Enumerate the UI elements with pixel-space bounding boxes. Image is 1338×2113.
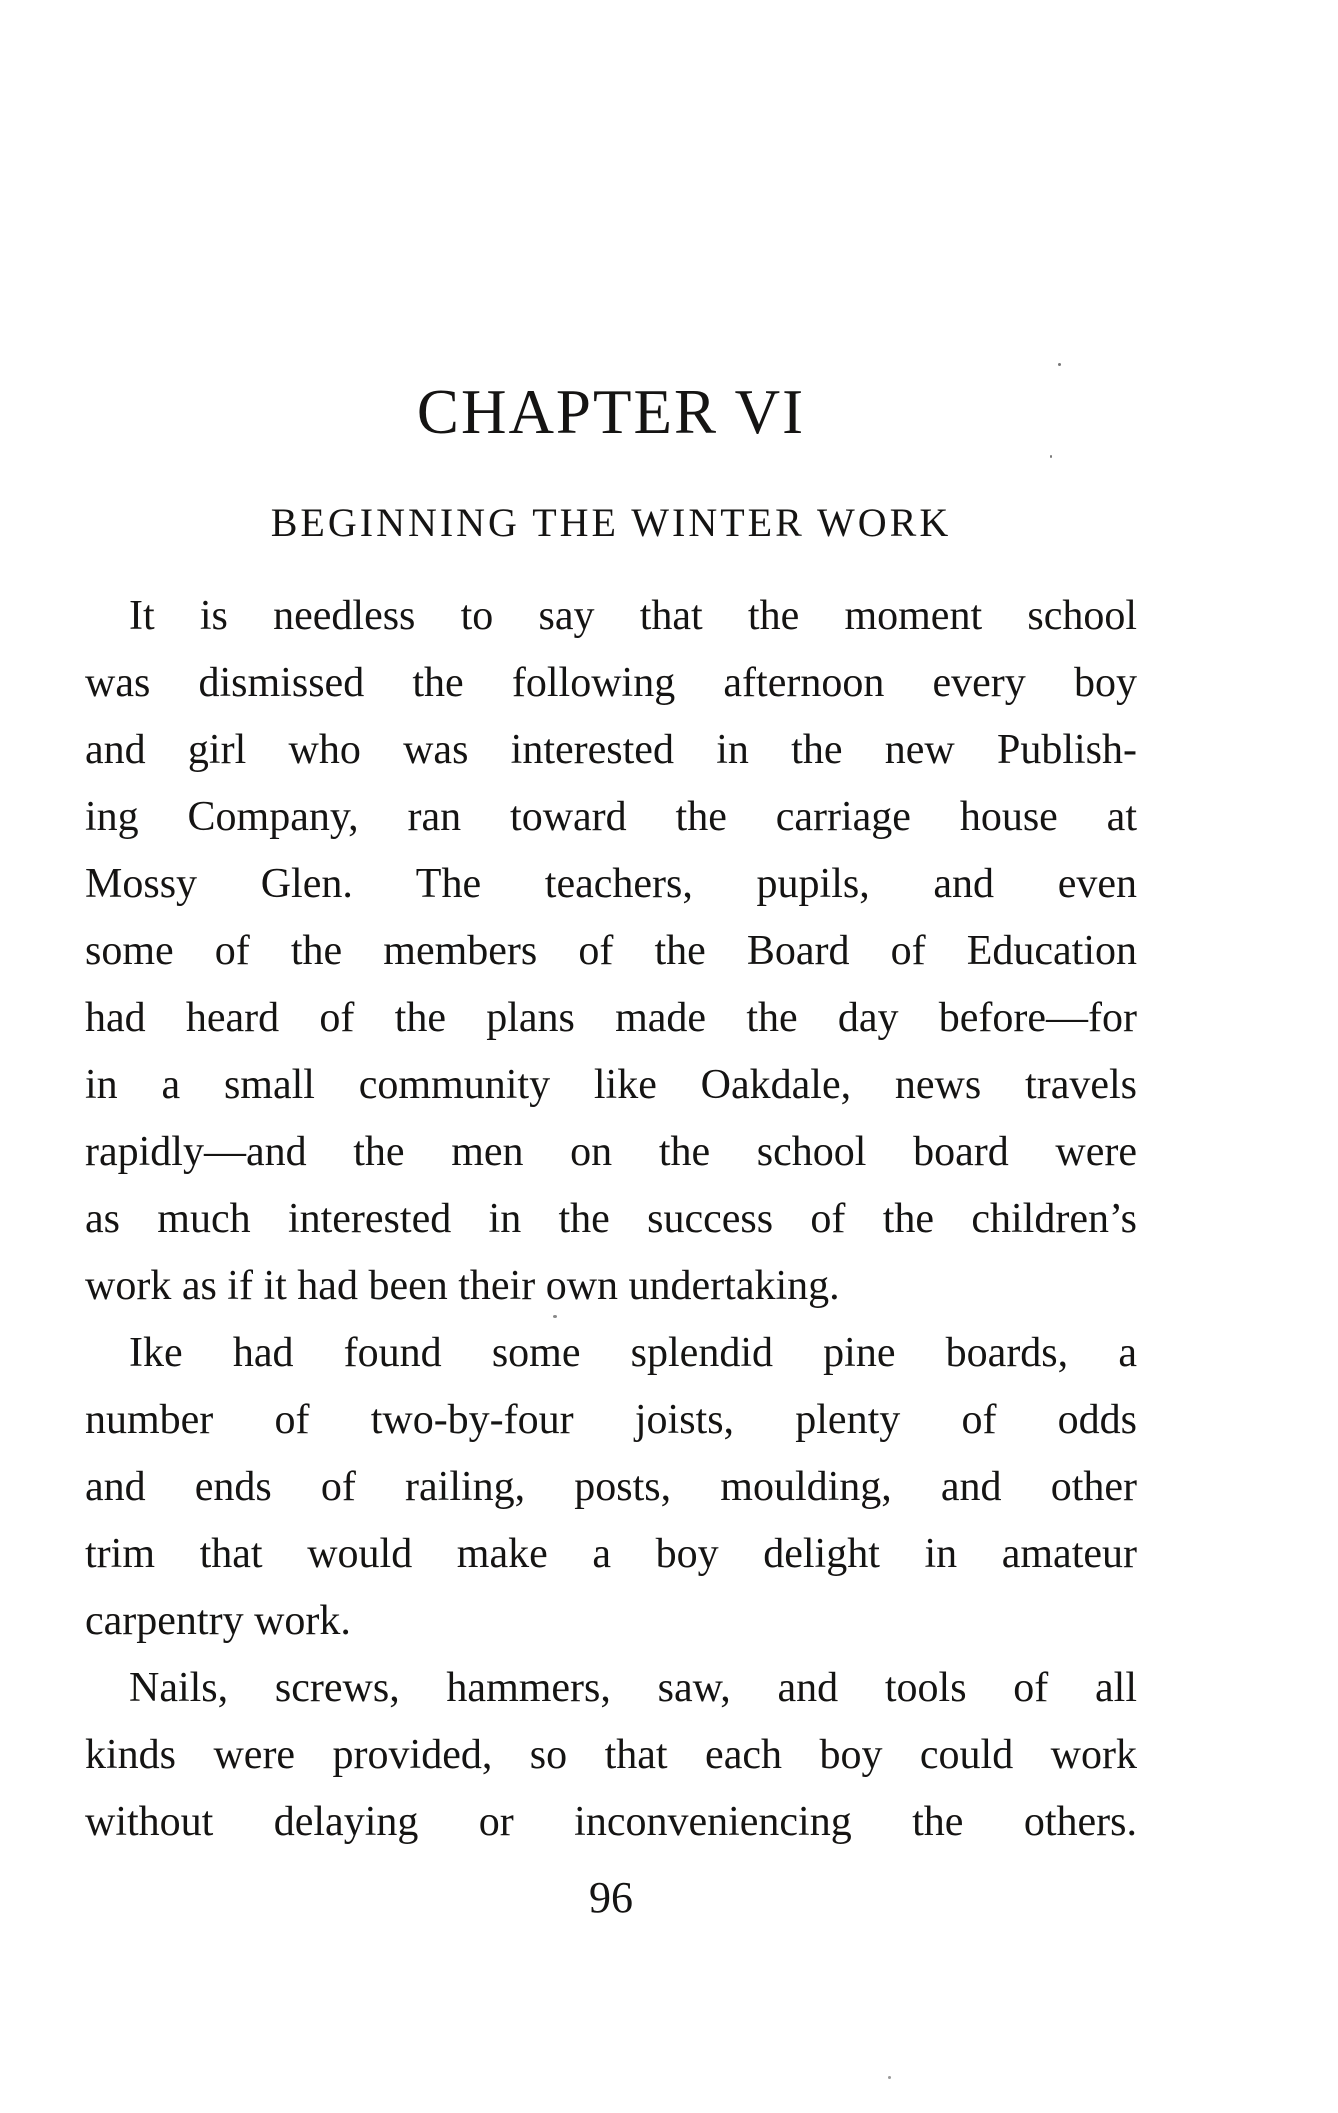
text-line: Mossy Glen. The teachers, pupils, and even bbox=[85, 861, 1137, 907]
text-line: without delaying or inconveniencing the others. bbox=[85, 1799, 1137, 1845]
text-line: number of two-by-four joists, plenty of odds bbox=[85, 1397, 1137, 1443]
text-line: and girl who was interested in the new Publish- bbox=[85, 727, 1137, 773]
paragraph-1 bbox=[85, 583, 1137, 1320]
text-line: carpentry work. bbox=[85, 1598, 351, 1644]
text-line: rapidly—and the men on the school board were bbox=[85, 1129, 1137, 1175]
text-line: Ike had found some splendid pine boards, a bbox=[129, 1330, 1137, 1376]
page-number: 96 bbox=[589, 1873, 633, 1922]
text-line: ing Company, ran toward the carriage house at bbox=[85, 794, 1137, 840]
text-line: as much interested in the success of the children’s bbox=[85, 1196, 1137, 1242]
paragraph-2 bbox=[85, 1320, 1137, 1655]
chapter-title: CHAPTER VI bbox=[416, 377, 806, 447]
text-line: It is needless to say that the moment school bbox=[129, 593, 1137, 639]
scan-speck bbox=[1050, 455, 1052, 458]
body-text bbox=[85, 583, 1137, 1856]
text-line: kinds were provided, so that each boy could work bbox=[85, 1732, 1137, 1778]
paragraph-3 bbox=[85, 1655, 1137, 1856]
text-line: Nails, screws, hammers, saw, and tools of all bbox=[129, 1665, 1137, 1711]
scan-speck bbox=[1058, 363, 1061, 366]
scan-speck bbox=[553, 1315, 557, 1318]
text-line: and ends of railing, posts, moulding, and other bbox=[85, 1464, 1137, 1510]
text-line: in a small community like Oakdale, news travels bbox=[85, 1062, 1137, 1108]
text-line: trim that would make a boy delight in amateur bbox=[85, 1531, 1137, 1577]
text-line: had heard of the plans made the day before—for bbox=[85, 995, 1137, 1041]
scan-speck bbox=[888, 2076, 891, 2079]
text-line: work as if it had been their own undertaking. bbox=[85, 1263, 840, 1309]
section-subtitle: BEGINNING THE WINTER WORK bbox=[270, 500, 952, 545]
text-line: was dismissed the following afternoon every boy bbox=[85, 660, 1137, 706]
text-line: some of the members of the Board of Education bbox=[85, 928, 1137, 974]
